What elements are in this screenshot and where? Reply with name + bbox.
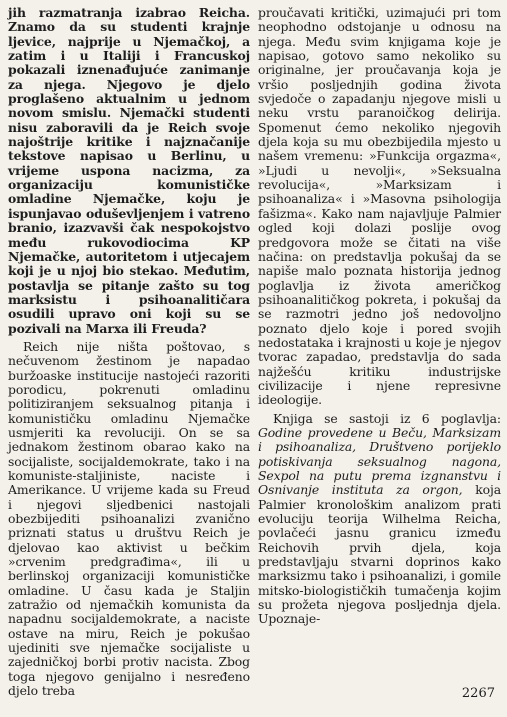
page-number: 2267 bbox=[461, 686, 495, 701]
left-paragraph-1: jih razmatranja izabrao Reicha. Znamo da su studenti krajnje ljevice, najprije u Njemačkoj, a zatim i u Italiji i Francuskoj pokazali iznenađujuće zanimanje za njega. Njegovo je djelo proglašeno aktualnim u jednom novom smislu. Njemački studenti nisu zaboravili da je Reich svoje najoštrije kritike i najznačanije tekstove napisao u Berlinu, u vrijeme uspona nacizma, za organizaciju komunističke omladine Njemačke, koju je ispunjavao oduševljenjem i vatreno branio, izazvavši čak nespokojstvo među rukovodiocima KP Njemačke, autoritetom i utjecajem koji je u njoj bio stekao. Međutim, postavlja se pitanje zašto su tog marksistu i psihoanalitičara osudili upravo oni koji su se pozivali na Marxa ili Freuda? bbox=[8, 5, 250, 336]
right-column bbox=[258, 6, 501, 631]
right-paragraph-1: proučavati kritički, uzimajući pri tom neophodno odstojanje u odnosu na njega. Među svim knjigama koje je napisao, gotovo samo nekoliko su originalne, jer proučavanja koja je vršio posljednjih godina života svjedoče o zapadanju njegove misli u neku vrstu paranoičkog delirija. Spomenut ćemo nekoliko njegovih djela koja su mu obezbijedila mjesto u našem vremenu: »Funkcija orgazma«, »Ljudi u nevolji«, »Seksualna revolucija«, »Marksizam i psihoanaliza« i »Masovna psihologija fašizma«. Kako nam najavljuje Palmier ogled koji dolazi poslije ovog predgovora može se čitati na više načina: on predstavlja pokušaj da se napiše malo poznata historija jednog poglavlja iz života američkog psihoanalitičkog pokreta, i pokušaj da se razmotri jedno još nedovoljno poznato djelo koje i pored svojih nedostataka i krajnosti u koje je njegov tvorac zapadao, predstavlja do sada najžešću kritiku industrijske civilizacije i njene represivne ideologije. bbox=[258, 5, 501, 408]
right-paragraph-2 bbox=[258, 412, 501, 627]
left-column bbox=[8, 6, 250, 703]
right-paragraph-2-intro: Knjiga se sastoji iz 6 poglavlja: bbox=[273, 410, 501, 426]
right-paragraph-2-rest: koja Palmier kronološkim analizom prati evoluciju teorija Wilhelma Reicha, povlačeći jasnu granicu između Reichovih prvih djela, koja predstavljaju stvarni doprinos kako marksizmu tako i psihoanalizi, i gomile mitsko-biologističkih tumačenja kojim su prožeta njegova posljednja djela. Upoznaje- bbox=[258, 482, 501, 627]
left-paragraph-2: Reich nije ništa poštovao, s nečuvenom žestinom je napadao buržoaske institucije nastojeći razoriti porodicu, pokrenuti omladinu politiziranjem seksualnog pitanja i komunističku omladinu Njemačke usmjeriti ka revoluciji. On se sa jednakom žestinom obarao kako na socijaliste, socijaldemokrate, tako i na komuniste-staljiniste, naciste i Amerikance. U vrijeme kada su Freud i njegovi sljedbenici nastojali obezbijediti psihoanalizi zvanično priznati status u društvu Reich je djelovao kao aktivist u bečkim »crvenim predgrađima«, ili u berlinskoj organizaciji komunističke omladine. U času kada je Staljin zatražio od njemačkih komunista da napadnu socijaldemokrate, a naciste ostave na miru, Reich je pokušao ujediniti sve njemačke socijaliste u zajedničkoj borbi protiv nacista. Zbog toga njegovo genijalno i nesređeno djelo treba bbox=[8, 338, 250, 699]
chapter-list: Godine provedene u Beču, Marksizam i psihoanaliza, Društveno porijeklo potiskivanja seksualnog nagona, Sexpol na putu prema izgnanstvu i Osnivanje instituta za orgon, bbox=[258, 424, 501, 498]
